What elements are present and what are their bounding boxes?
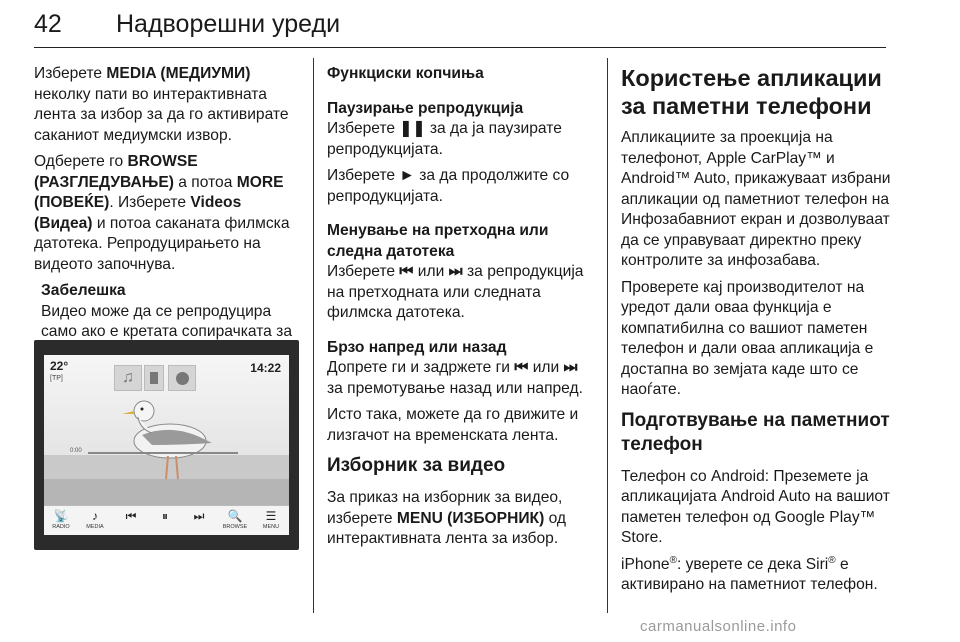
heading-video-menu: Изборник за видео bbox=[327, 455, 506, 476]
previous-track-icon: ⏮ bbox=[399, 263, 414, 280]
media-label: MEDIA (МЕДИУМИ) bbox=[106, 65, 251, 82]
paragraph-fast-forward: Допрете ги и задржете ги ⏮ или ⏭ за премотување назад или напред. bbox=[327, 359, 583, 397]
chapter-title: Надворешни уреди bbox=[116, 10, 341, 38]
paragraph-android: Телефон со Android: Преземете ја апликацијата Android Auto на вашиот паметен телефон од Google Play™ Store. bbox=[621, 467, 890, 546]
heading-smartphone-apps: Користење апликации за паметни телефони bbox=[621, 65, 882, 119]
page-number: 42 bbox=[34, 10, 62, 38]
music-tile-icon: ♫ bbox=[122, 369, 134, 386]
menu-label: MENU (ИЗБОРНИК) bbox=[396, 509, 545, 527]
infotainment-screen-illustration bbox=[34, 340, 299, 550]
next-track-icon: ⏭ bbox=[563, 359, 578, 376]
paragraph-change-file: Изберете ⏮ или ⏭ за репродукција на претходната или следната филмска датотека. bbox=[327, 263, 584, 321]
pause-icon: ⏸ bbox=[161, 509, 168, 523]
seagull-image bbox=[112, 383, 222, 483]
clock-readout: 14:22 bbox=[250, 361, 281, 375]
radio-button[interactable]: 📡 RADIO bbox=[52, 509, 70, 530]
next-track-icon: ⏭ bbox=[193, 509, 205, 523]
note-text: Видео може да се репродуцира само ако е кретата сопирачката за bbox=[41, 302, 293, 340]
progress-label: 0:00 bbox=[70, 448, 82, 454]
media-button[interactable]: ♪ MEDIA bbox=[86, 509, 104, 530]
heading-fast-forward: Брзо напред или назад bbox=[327, 338, 507, 356]
paragraph-video-menu: За приказ на изборник за видео, изберете MENU (ИЗБОРНИК) од интерактивната лента за избор. bbox=[327, 489, 567, 547]
radio-icon: 📡 bbox=[53, 509, 69, 523]
previous-track-icon: ⏮ bbox=[125, 509, 137, 523]
playback-progress-bar[interactable] bbox=[88, 452, 238, 454]
paragraph-slider: Исто така, можете да го движите и лизгачот на временската лента. bbox=[327, 406, 579, 444]
play-icon: ► bbox=[399, 167, 415, 184]
column-2 bbox=[327, 64, 595, 556]
music-note-icon: ♪ bbox=[92, 509, 98, 523]
menu-button[interactable]: ☰ MENU bbox=[262, 509, 280, 530]
paragraph-pause: Изберете ❚❚ за да ја паузирате репродукцијата. bbox=[327, 120, 562, 158]
interactive-selector-bar bbox=[44, 505, 289, 535]
video-display bbox=[44, 355, 289, 535]
search-icon: 🔍 bbox=[227, 509, 243, 523]
temperature-readout: 22° bbox=[50, 359, 69, 373]
note-title: Забелешка bbox=[41, 282, 126, 299]
column-1 bbox=[34, 64, 299, 363]
phone-tile-icon bbox=[150, 372, 158, 384]
page-header bbox=[34, 8, 886, 48]
watermark: carmanualsonline.info bbox=[640, 618, 797, 635]
paragraph-iphone: iPhone®: уверете се дека Siri® е активирано на паметниот телефон. bbox=[621, 554, 878, 593]
paragraph-projection-apps: Апликациите за проекција на телефонот, Apple CarPlay™ и Android™ Auto, прикажуваат избрани апликации од паметниот телефон на Инфозабавниот екран и дозволуваат да се управуваат директно преку контролите за инфозабава. bbox=[621, 129, 891, 269]
paragraph-check-compatibility: Проверете кај производителот на уредот дали оваа функција е компатибилна со вашиот паметен телефон и дали оваа апликација е достапна во земјата каде што се наоѓате. bbox=[621, 278, 874, 398]
videos-label: Videos (Видеа) bbox=[34, 194, 242, 232]
column-divider bbox=[313, 58, 314, 613]
paragraph-play: Изберете ► за да продолжите со репродукцијата. bbox=[327, 167, 570, 205]
info-tile-icon bbox=[176, 372, 189, 385]
browse-button[interactable]: 🔍 BROWSE bbox=[222, 509, 248, 530]
heading-function-buttons: Функциски копчиња bbox=[327, 65, 484, 82]
tile-info bbox=[168, 365, 196, 391]
menu-icon: ☰ bbox=[265, 509, 277, 523]
paragraph-browse-videos: Одберете го BROWSE (РАЗГЛЕДУВАЊЕ) а потоа MORE (ПОВЕЌЕ). Изберете Videos (Видеа) и потоа саканата филмска датотека. Репродуцирањето на видеото започнува. bbox=[34, 153, 290, 273]
next-track-icon: ⏭ bbox=[448, 263, 463, 280]
tile-music bbox=[114, 365, 142, 391]
tile-phone bbox=[144, 365, 164, 391]
pause-button[interactable] bbox=[150, 509, 180, 525]
next-button[interactable] bbox=[184, 509, 214, 525]
pause-icon: ❚❚ bbox=[399, 120, 426, 137]
heading-change-file: Менување на претходна или следна датотека bbox=[327, 222, 549, 260]
heading-prepare-phone: Подготвување на паметниот телефон bbox=[621, 409, 890, 455]
paragraph-select-media: Изберете MEDIA (МЕДИУМИ) неколку пати во интерактивната лента за избор за да го активирате саканиот медиумски извор. bbox=[34, 65, 289, 144]
previous-button[interactable] bbox=[116, 509, 146, 525]
more-label: MORE (ПОВЕЌЕ) bbox=[34, 173, 284, 211]
browse-label: BROWSE (РАЗГЛЕДУВАЊЕ) bbox=[34, 153, 198, 191]
previous-track-icon: ⏮ bbox=[514, 359, 529, 376]
tp-indicator: [TP] bbox=[50, 375, 63, 382]
heading-pause-playback: Паузирање репродукција bbox=[327, 99, 524, 117]
column-3 bbox=[621, 64, 891, 602]
column-divider bbox=[607, 58, 608, 613]
